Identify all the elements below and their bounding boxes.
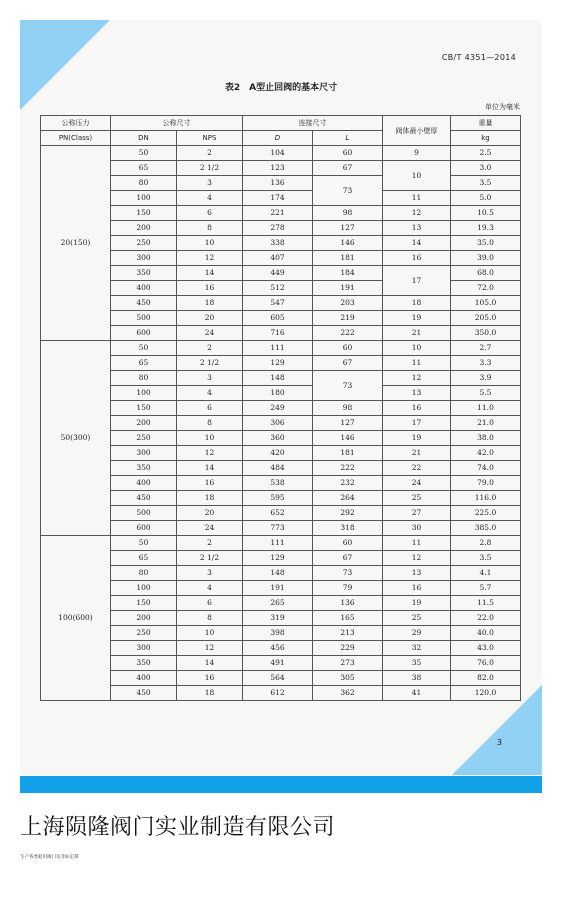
cell-l: 98 [313, 401, 383, 416]
cell-dn: 600 [111, 521, 177, 536]
cell-l: 60 [313, 341, 383, 356]
table-body [41, 146, 521, 701]
table-row [41, 611, 521, 626]
dimension-table [40, 115, 521, 701]
document-page [20, 20, 542, 775]
cell-nps: 18 [177, 296, 243, 311]
cell-t: 41 [383, 686, 451, 701]
cell-l: 219 [313, 311, 383, 326]
cell-t: 16 [383, 581, 451, 596]
cell-d: 512 [243, 281, 313, 296]
cell-kg: 38.0 [451, 431, 521, 446]
cell-t: 19 [383, 311, 451, 326]
cell-kg: 19.3 [451, 221, 521, 236]
cell-nps: 16 [177, 281, 243, 296]
cell-nps: 4 [177, 581, 243, 596]
cell-t: 32 [383, 641, 451, 656]
accent-bar [20, 776, 542, 793]
cell-nps: 18 [177, 491, 243, 506]
cell-kg: 3.5 [451, 176, 521, 191]
cell-nps: 24 [177, 521, 243, 536]
cell-nps: 20 [177, 506, 243, 521]
cell-t: 19 [383, 431, 451, 446]
cell-t: 13 [383, 386, 451, 401]
table-row [41, 296, 521, 311]
cell-dn: 65 [111, 161, 177, 176]
cell-d: 716 [243, 326, 313, 341]
cell-nps: 8 [177, 416, 243, 431]
cell-d: 319 [243, 611, 313, 626]
cell-t: 24 [383, 476, 451, 491]
cell-l: 73 [313, 176, 383, 206]
cell-dn: 200 [111, 221, 177, 236]
cell-t: 10 [383, 161, 451, 191]
cell-dn: 200 [111, 416, 177, 431]
cell-dn: 50 [111, 341, 177, 356]
cell-dn: 300 [111, 446, 177, 461]
cell-kg: 79.0 [451, 476, 521, 491]
cell-dn: 250 [111, 236, 177, 251]
cell-t: 10 [383, 341, 451, 356]
cell-kg: 68.0 [451, 266, 521, 281]
cell-dn: 600 [111, 326, 177, 341]
cell-d: 174 [243, 191, 313, 206]
cell-dn: 400 [111, 476, 177, 491]
table-row [41, 536, 521, 551]
table-row [41, 236, 521, 251]
cell-d: 111 [243, 536, 313, 551]
cell-nps: 8 [177, 611, 243, 626]
cell-dn: 450 [111, 491, 177, 506]
table-row [41, 491, 521, 506]
cell-kg: 35.0 [451, 236, 521, 251]
cell-d: 136 [243, 176, 313, 191]
cell-t: 9 [383, 146, 451, 161]
cell-t: 12 [383, 371, 451, 386]
table-row [41, 596, 521, 611]
cell-t: 19 [383, 596, 451, 611]
cell-t: 21 [383, 326, 451, 341]
table-row [41, 401, 521, 416]
cell-kg: 4.1 [451, 566, 521, 581]
cell-nps: 4 [177, 191, 243, 206]
cell-d: 129 [243, 356, 313, 371]
cell-dn: 150 [111, 206, 177, 221]
cell-t: 11 [383, 191, 451, 206]
header-wall-thickness: 阀体最小壁厚 [383, 116, 451, 146]
table-row [41, 221, 521, 236]
cell-l: 181 [313, 446, 383, 461]
cell-d: 249 [243, 401, 313, 416]
table-row [41, 371, 521, 386]
cell-l: 318 [313, 521, 383, 536]
cell-nps: 2 1/2 [177, 161, 243, 176]
table-row [41, 266, 521, 281]
pressure-class-cell: 50(300) [41, 341, 111, 536]
cell-l: 264 [313, 491, 383, 506]
cell-nps: 6 [177, 596, 243, 611]
cell-dn: 450 [111, 296, 177, 311]
company-name: 上海陨隆阀门实业制造有限公司 [20, 815, 336, 840]
cell-d: 278 [243, 221, 313, 236]
pressure-class-cell: 100(600) [41, 536, 111, 701]
cell-l: 60 [313, 536, 383, 551]
cell-dn: 150 [111, 596, 177, 611]
cell-dn: 100 [111, 581, 177, 596]
table-row [41, 686, 521, 701]
header-d: D [243, 131, 313, 146]
table-row [41, 326, 521, 341]
cell-l: 184 [313, 266, 383, 281]
cell-d: 456 [243, 641, 313, 656]
cell-t: 27 [383, 506, 451, 521]
table-row [41, 146, 521, 161]
cell-dn: 100 [111, 191, 177, 206]
cell-nps: 10 [177, 626, 243, 641]
cell-l: 60 [313, 146, 383, 161]
cell-nps: 20 [177, 311, 243, 326]
cell-dn: 200 [111, 611, 177, 626]
cell-t: 35 [383, 656, 451, 671]
cell-l: 73 [313, 566, 383, 581]
cell-dn: 50 [111, 536, 177, 551]
table-row [41, 551, 521, 566]
cell-d: 595 [243, 491, 313, 506]
table-row [41, 191, 521, 206]
cell-nps: 8 [177, 221, 243, 236]
cell-dn: 400 [111, 281, 177, 296]
cell-l: 127 [313, 221, 383, 236]
table-row [41, 356, 521, 371]
header-pn: 公称压力 [41, 116, 111, 131]
cell-l: 292 [313, 506, 383, 521]
cell-nps: 16 [177, 671, 243, 686]
cell-d: 491 [243, 656, 313, 671]
header-weight-unit: kg [451, 131, 521, 146]
table-row [41, 506, 521, 521]
cell-d: 338 [243, 236, 313, 251]
cell-kg: 3.0 [451, 161, 521, 176]
cell-dn: 350 [111, 656, 177, 671]
table-row [41, 671, 521, 686]
cell-kg: 10.5 [451, 206, 521, 221]
cell-nps: 12 [177, 251, 243, 266]
cell-d: 180 [243, 386, 313, 401]
cell-t: 17 [383, 416, 451, 431]
cell-t: 13 [383, 221, 451, 236]
cell-d: 221 [243, 206, 313, 221]
cell-t: 21 [383, 446, 451, 461]
cell-dn: 150 [111, 401, 177, 416]
cell-t: 11 [383, 536, 451, 551]
cell-d: 111 [243, 341, 313, 356]
cell-nps: 3 [177, 566, 243, 581]
cell-l: 67 [313, 551, 383, 566]
header-weight: 重量 [451, 116, 521, 131]
cell-l: 79 [313, 581, 383, 596]
cell-kg: 2.7 [451, 341, 521, 356]
cell-d: 612 [243, 686, 313, 701]
cell-nps: 14 [177, 461, 243, 476]
cell-d: 265 [243, 596, 313, 611]
cell-l: 232 [313, 476, 383, 491]
header-nps: NPS [177, 131, 243, 146]
cell-nps: 12 [177, 446, 243, 461]
cell-kg: 120.0 [451, 686, 521, 701]
cell-d: 407 [243, 251, 313, 266]
cell-d: 605 [243, 311, 313, 326]
cell-t: 16 [383, 401, 451, 416]
cell-d: 306 [243, 416, 313, 431]
cell-nps: 2 [177, 341, 243, 356]
table-row [41, 446, 521, 461]
cell-kg: 385.0 [451, 521, 521, 536]
page-number: 3 [496, 738, 502, 747]
header-connection-size: 连接尺寸 [243, 116, 383, 131]
cell-kg: 2.5 [451, 146, 521, 161]
cell-t: 12 [383, 551, 451, 566]
cell-kg: 42.0 [451, 446, 521, 461]
cell-d: 652 [243, 506, 313, 521]
cell-kg: 40.0 [451, 626, 521, 641]
cell-t: 25 [383, 611, 451, 626]
standard-code: CB/T 4351—2014 [441, 53, 516, 62]
cell-l: 203 [313, 296, 383, 311]
cell-d: 360 [243, 431, 313, 446]
cell-t: 13 [383, 566, 451, 581]
cell-nps: 6 [177, 206, 243, 221]
cell-kg: 74.0 [451, 461, 521, 476]
table-title: 表2 A型止回阀的基本尺寸 [224, 83, 338, 93]
cell-kg: 39.0 [451, 251, 521, 266]
company-tagline: 生产各类船用阀门及非标定制 [20, 855, 79, 860]
table-row [41, 386, 521, 401]
cell-dn: 80 [111, 566, 177, 581]
cell-kg: 72.0 [451, 281, 521, 296]
pressure-class-cell: 20(150) [41, 146, 111, 341]
table-row [41, 341, 521, 356]
cell-kg: 3.9 [451, 371, 521, 386]
cell-d: 564 [243, 671, 313, 686]
cell-t: 11 [383, 356, 451, 371]
table-row [41, 416, 521, 431]
cell-dn: 50 [111, 146, 177, 161]
cell-d: 773 [243, 521, 313, 536]
cell-kg: 105.0 [451, 296, 521, 311]
cell-l: 191 [313, 281, 383, 296]
cell-dn: 500 [111, 506, 177, 521]
cell-t: 38 [383, 671, 451, 686]
cell-d: 104 [243, 146, 313, 161]
table-row [41, 641, 521, 656]
header-dn: DN [111, 131, 177, 146]
cell-nps: 6 [177, 401, 243, 416]
table-row [41, 461, 521, 476]
cell-l: 362 [313, 686, 383, 701]
table-row [41, 206, 521, 221]
cell-nps: 14 [177, 656, 243, 671]
cell-d: 484 [243, 461, 313, 476]
cell-nps: 10 [177, 236, 243, 251]
cell-kg: 116.0 [451, 491, 521, 506]
cell-kg: 43.0 [451, 641, 521, 656]
corner-decoration-top-left [20, 20, 110, 110]
cell-d: 129 [243, 551, 313, 566]
header-nominal-size: 公称尺寸 [111, 116, 243, 131]
cell-dn: 80 [111, 176, 177, 191]
table-row [41, 566, 521, 581]
cell-dn: 350 [111, 461, 177, 476]
cell-l: 229 [313, 641, 383, 656]
cell-l: 67 [313, 161, 383, 176]
cell-kg: 11.5 [451, 596, 521, 611]
cell-l: 305 [313, 671, 383, 686]
cell-d: 420 [243, 446, 313, 461]
cell-d: 547 [243, 296, 313, 311]
cell-t: 16 [383, 251, 451, 266]
cell-t: 12 [383, 206, 451, 221]
cell-nps: 16 [177, 476, 243, 491]
cell-kg: 5.5 [451, 386, 521, 401]
cell-d: 123 [243, 161, 313, 176]
cell-kg: 5.0 [451, 191, 521, 206]
cell-d: 398 [243, 626, 313, 641]
cell-dn: 80 [111, 371, 177, 386]
table-row [41, 251, 521, 266]
cell-kg: 205.0 [451, 311, 521, 326]
cell-nps: 3 [177, 176, 243, 191]
cell-d: 191 [243, 581, 313, 596]
cell-nps: 14 [177, 266, 243, 281]
cell-kg: 11.0 [451, 401, 521, 416]
cell-l: 146 [313, 236, 383, 251]
unit-note: 单位为毫米 [485, 103, 520, 111]
cell-kg: 22.0 [451, 611, 521, 626]
header-l: L [313, 131, 383, 146]
cell-t: 30 [383, 521, 451, 536]
cell-l: 222 [313, 461, 383, 476]
cell-nps: 10 [177, 431, 243, 446]
cell-l: 127 [313, 416, 383, 431]
cell-kg: 225.0 [451, 506, 521, 521]
table-row [41, 656, 521, 671]
cell-l: 98 [313, 206, 383, 221]
cell-dn: 65 [111, 356, 177, 371]
header-pn-class: PN(Class) [41, 131, 111, 146]
table-row [41, 476, 521, 491]
cell-nps: 2 [177, 146, 243, 161]
cell-t: 14 [383, 236, 451, 251]
cell-kg: 76.0 [451, 656, 521, 671]
cell-nps: 2 [177, 536, 243, 551]
cell-nps: 3 [177, 371, 243, 386]
cell-d: 148 [243, 371, 313, 386]
cell-dn: 450 [111, 686, 177, 701]
table-row [41, 521, 521, 536]
cell-kg: 3.5 [451, 551, 521, 566]
cell-dn: 250 [111, 626, 177, 641]
cell-nps: 24 [177, 326, 243, 341]
cell-kg: 21.0 [451, 416, 521, 431]
cell-nps: 4 [177, 386, 243, 401]
cell-t: 29 [383, 626, 451, 641]
cell-nps: 2 1/2 [177, 356, 243, 371]
cell-nps: 2 1/2 [177, 551, 243, 566]
cell-kg: 350.0 [451, 326, 521, 341]
cell-t: 17 [383, 266, 451, 296]
cell-l: 136 [313, 596, 383, 611]
cell-kg: 3.3 [451, 356, 521, 371]
cell-l: 73 [313, 371, 383, 401]
cell-dn: 100 [111, 386, 177, 401]
cell-l: 165 [313, 611, 383, 626]
cell-l: 146 [313, 431, 383, 446]
cell-t: 18 [383, 296, 451, 311]
cell-dn: 300 [111, 251, 177, 266]
table-row [41, 581, 521, 596]
cell-nps: 18 [177, 686, 243, 701]
cell-nps: 12 [177, 641, 243, 656]
table-row [41, 626, 521, 641]
cell-dn: 350 [111, 266, 177, 281]
cell-l: 273 [313, 656, 383, 671]
cell-l: 67 [313, 356, 383, 371]
cell-dn: 250 [111, 431, 177, 446]
cell-l: 213 [313, 626, 383, 641]
cell-l: 222 [313, 326, 383, 341]
cell-dn: 65 [111, 551, 177, 566]
cell-d: 148 [243, 566, 313, 581]
cell-kg: 5.7 [451, 581, 521, 596]
table-row [41, 431, 521, 446]
cell-kg: 82.0 [451, 671, 521, 686]
cell-dn: 400 [111, 671, 177, 686]
cell-dn: 300 [111, 641, 177, 656]
cell-kg: 2.8 [451, 536, 521, 551]
cell-t: 22 [383, 461, 451, 476]
cell-t: 25 [383, 491, 451, 506]
cell-dn: 500 [111, 311, 177, 326]
cell-d: 449 [243, 266, 313, 281]
cell-l: 181 [313, 251, 383, 266]
table-row [41, 311, 521, 326]
table-row [41, 161, 521, 176]
cell-d: 538 [243, 476, 313, 491]
